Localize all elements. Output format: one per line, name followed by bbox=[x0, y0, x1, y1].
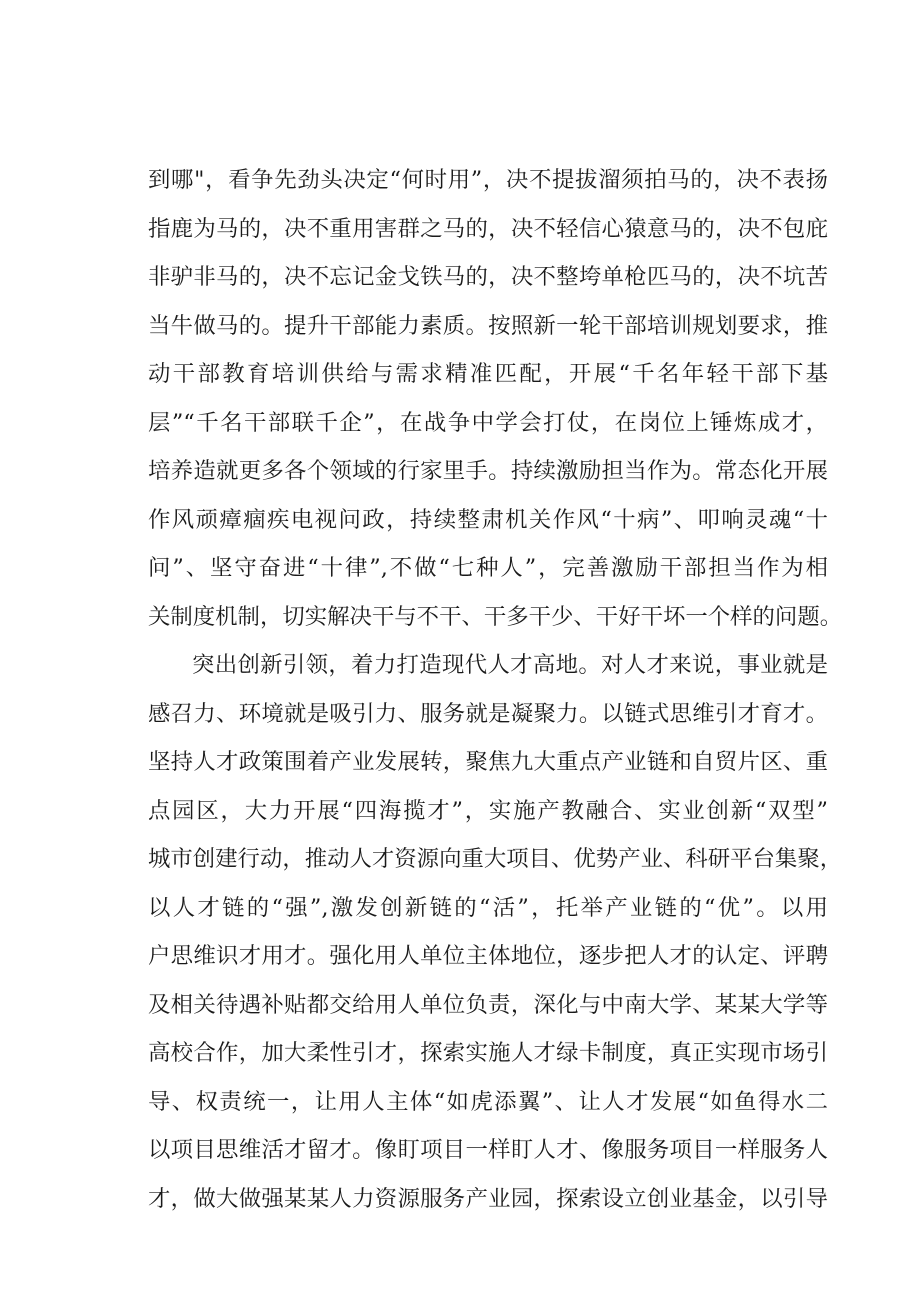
text-line: 户思维识才用才。强化用人单位主体地位，逐步把人才的认定、评聘 bbox=[148, 943, 828, 969]
text-line: 导、权责统一，让用人主体“如虎添翼”、让人才发展“如鱼得水二 bbox=[148, 1088, 828, 1115]
text-line: 才，做大做强某某人力资源服务产业园，探索设立创业基金，以引导 bbox=[148, 1185, 828, 1212]
paragraph-cadre-management bbox=[148, 156, 843, 641]
text-line: 非驴非马的，决不忘记金戈铁马的，决不整垮单枪匹马的，决不坑苦 bbox=[148, 264, 828, 290]
document-body bbox=[148, 156, 843, 1223]
text-line: 问”、坚守奋进“十律”,不做“七种人”，完善激励干部担当作为相 bbox=[148, 555, 828, 581]
text-line: 指鹿为马的，决不重用害群之马的，决不轻信心猿意马的，决不包庇 bbox=[148, 215, 828, 242]
paragraph-talent-innovation bbox=[148, 641, 843, 1223]
text-line: 培养造就更多各个领域的行家里手。持续激励担当作为。常态化开展 bbox=[148, 458, 828, 484]
text-line: 关制度机制，切实解决干与不干、干多干少、干好干坏一个样的问题。 bbox=[148, 603, 843, 630]
text-line: 以项目思维活才留才。像盯项目一样盯人才、像服务项目一样服务人 bbox=[148, 1137, 828, 1163]
text-line: 当牛做马的。提升干部能力素质。按照新一轮干部培训规划要求，推 bbox=[148, 312, 828, 339]
text-line: 突出创新引领，着力打造现代人才高地。对人才来说，事业就是 bbox=[192, 652, 828, 678]
text-line: 感召力、环境就是吸引力、服务就是凝聚力。以链式思维引才育才。 bbox=[148, 700, 828, 727]
text-line: 城市创建行动，推动人才资源向重大项目、优势产业、科研平台集聚， bbox=[148, 846, 843, 872]
text-line: 动干部教育培训供给与需求精准匹配，开展“千名年轻干部下基 bbox=[148, 361, 828, 387]
text-line: 及相关待遇补贴都交给用人单位负责，深化与中南大学、某某大学等 bbox=[148, 991, 828, 1018]
text-line: 点园区，大力开展“四海揽才”，实施产教融合、实业创新“双型” bbox=[148, 797, 828, 824]
text-line: 到哪"，看争先劲头决定“何时用”，决不提拔溜须拍马的，决不表扬 bbox=[148, 167, 828, 193]
text-line: 层”“千名干部联千企”，在战争中学会打仗，在岗位上锤炼成才， bbox=[148, 409, 828, 436]
text-line: 坚持人才政策围着产业发展转，聚焦九大重点产业链和自贸片区、重 bbox=[148, 749, 828, 775]
text-line: 高校合作，加大柔性引才，探索实施人才绿卡制度，真正实现市场引 bbox=[148, 1040, 828, 1066]
text-line: 以人才链的“强”,激发创新链的“活”，托举产业链的“优”。以用 bbox=[148, 894, 828, 921]
text-line: 作风顽瘴痼疾电视问政，持续整肃机关作风“十病”、叩响灵魂“十 bbox=[148, 506, 828, 533]
